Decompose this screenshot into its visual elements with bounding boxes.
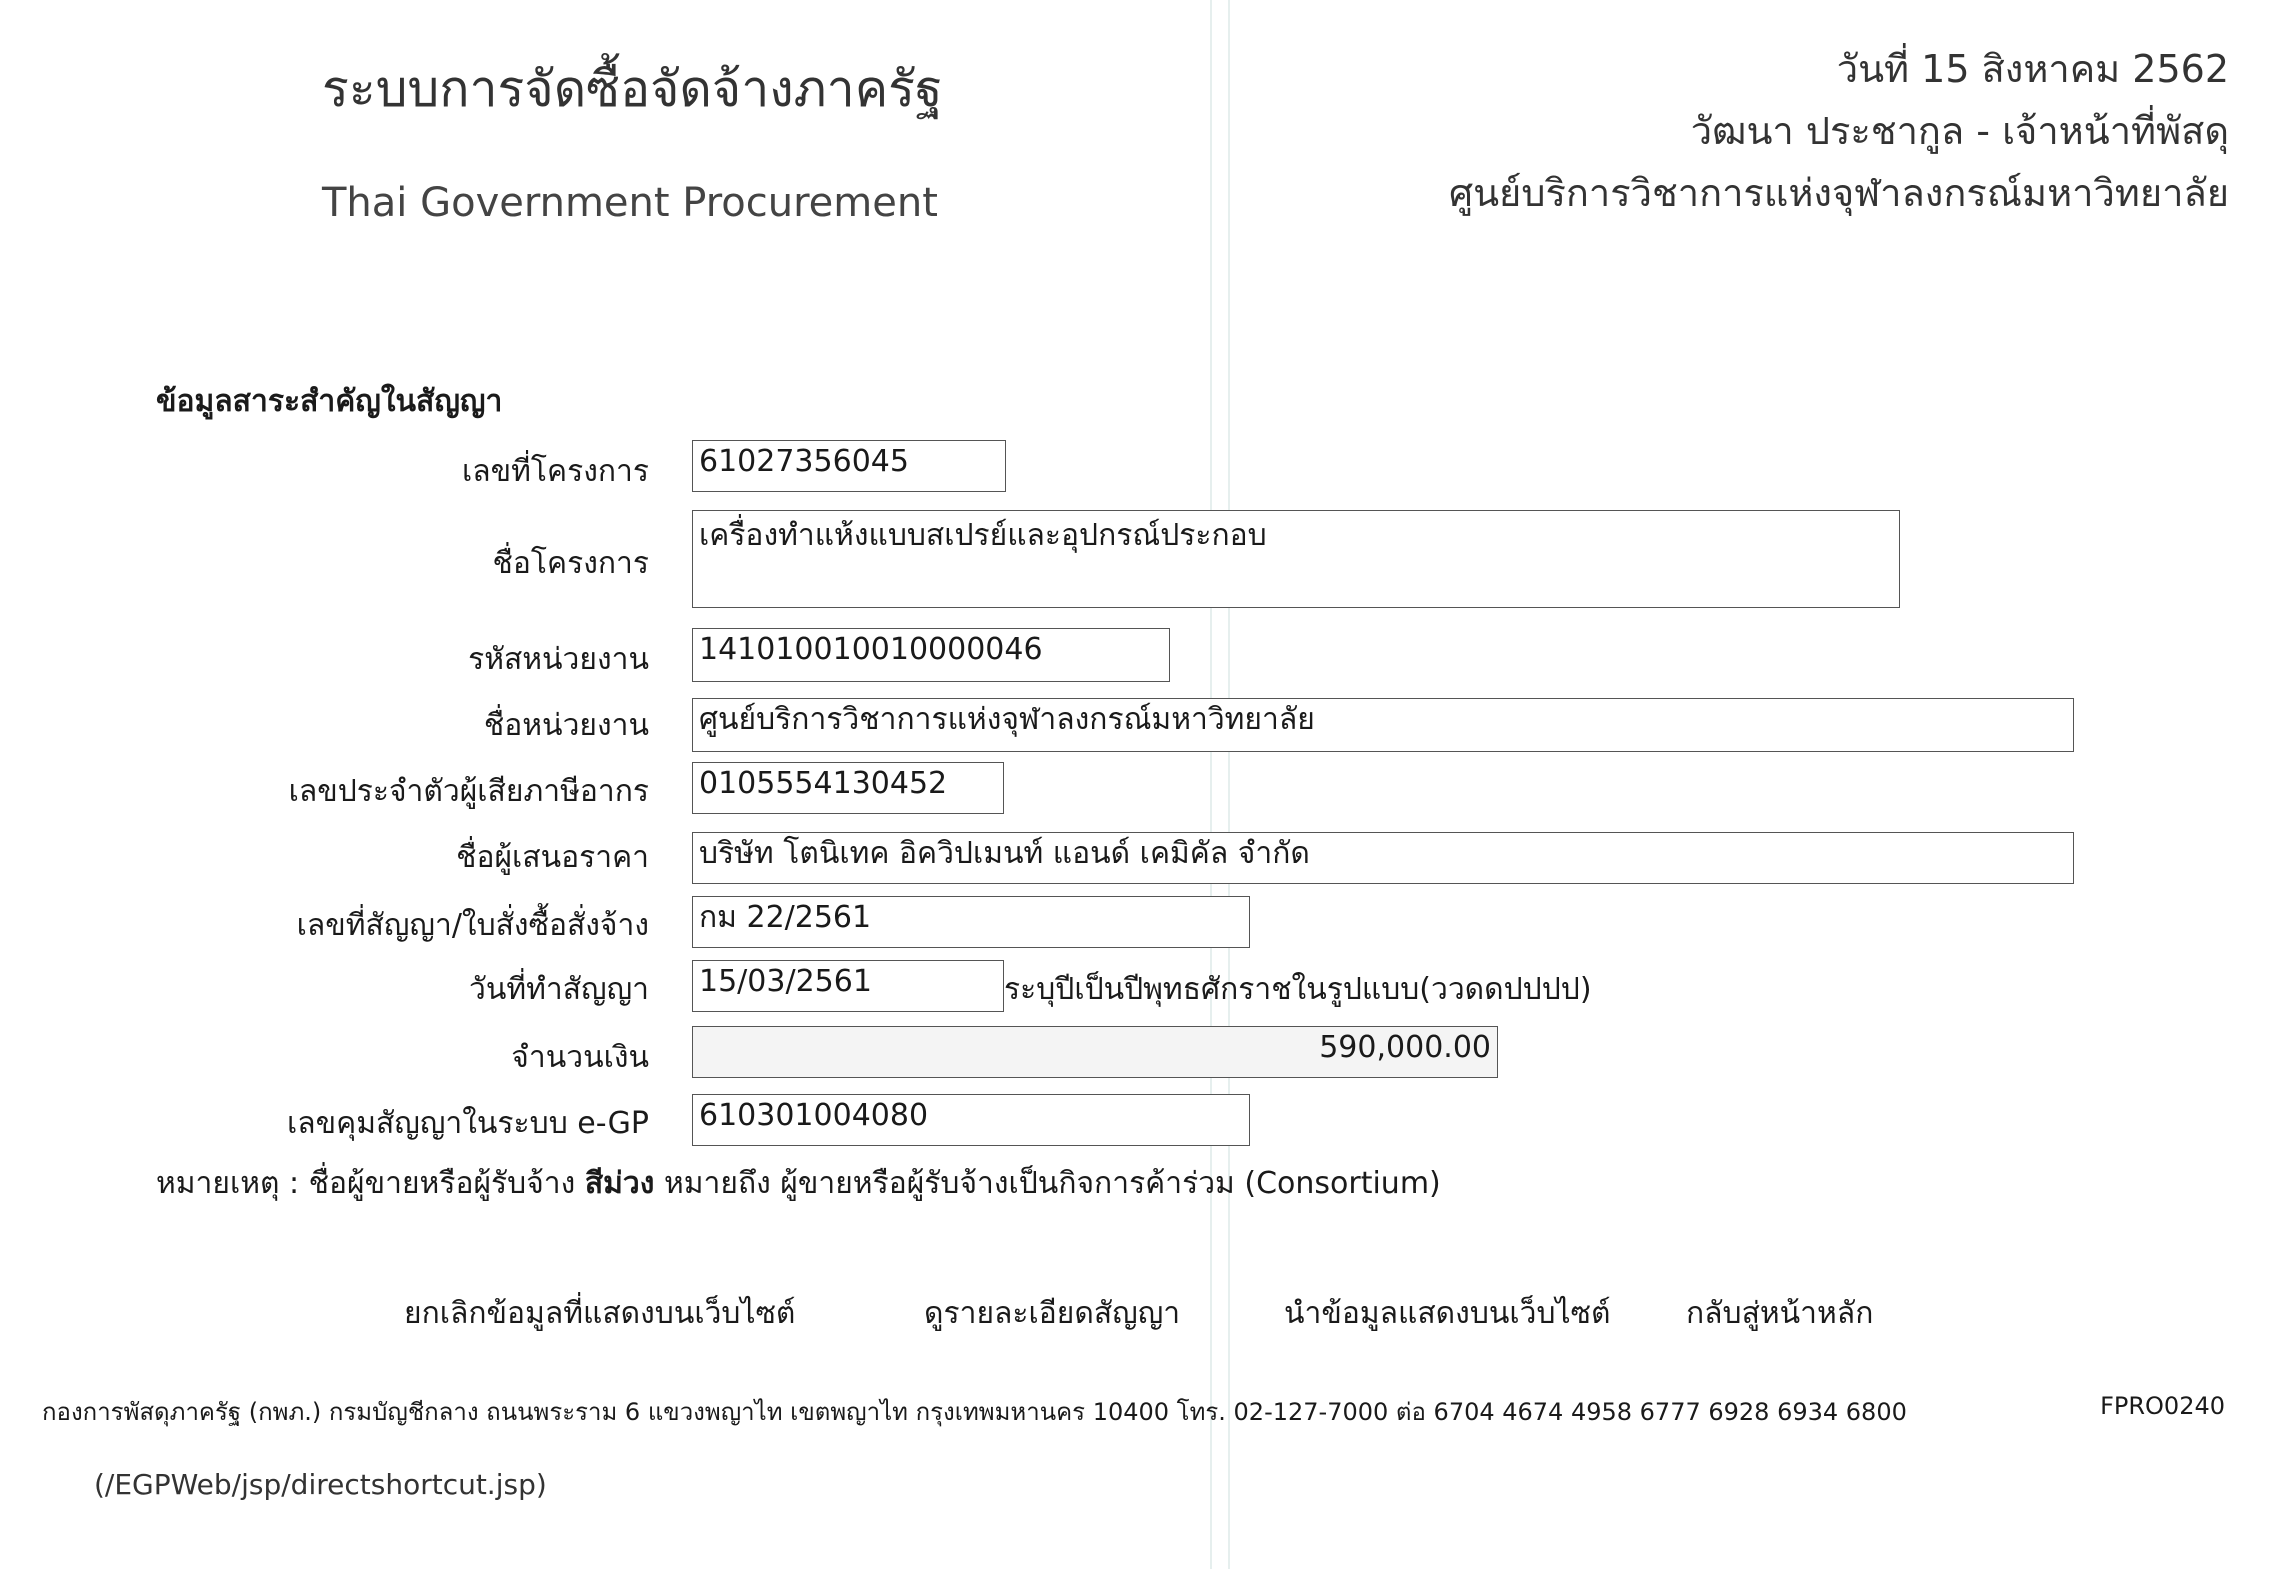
bidder-name-field[interactable]: บริษัท โตนิเทค อิควิปเมนท์ แอนด์ เคมิคัล จำกัด bbox=[692, 832, 2074, 884]
current-date: วันที่ 15 สิงหาคม 2562 bbox=[1836, 47, 2229, 91]
back-home-button[interactable]: กลับสู่หน้าหลัก bbox=[1686, 1296, 1874, 1331]
amount-field[interactable]: 590,000.00 bbox=[692, 1026, 1498, 1078]
contract-date-field[interactable]: 15/03/2561 bbox=[692, 960, 1004, 1012]
contract-no-label: เลขที่สัญญา/ใบสั่งซื้อสั่งจ้าง bbox=[296, 908, 649, 943]
project-no-field[interactable]: 61027356045 bbox=[692, 440, 1006, 492]
note-suffix: หมายถึง ผู้ขายหรือผู้รับจ้างเป็นกิจการค้าร่วม (Consortium) bbox=[663, 1166, 1441, 1201]
amount-label: จำนวนเงิน bbox=[511, 1040, 649, 1075]
scan-guide-line bbox=[1228, 0, 1230, 1569]
system-title-thai: ระบบการจัดซื้อจัดจ้างภาครัฐ bbox=[322, 60, 943, 118]
project-no-label: เลขที่โครงการ bbox=[462, 454, 649, 489]
user-organization: ศูนย์บริการวิชาการแห่งจุฬาลงกรณ์มหาวิทยาลัย bbox=[1448, 171, 2229, 215]
bidder-name-label: ชื่อผู้เสนอราคา bbox=[456, 840, 649, 875]
contract-date-format-hint: ระบุปีเป็นปีพุทธศักราชในรูปแบบ(ววดดปปปป) bbox=[1004, 972, 1592, 1007]
user-info-block bbox=[1449, 38, 2229, 224]
current-user: วัฒนา ประชากูล - เจ้าหน้าที่พัสดุ bbox=[1690, 109, 2229, 153]
contract-date-label: วันที่ทำสัญญา bbox=[468, 972, 649, 1007]
egp-control-no-field[interactable]: 610301004080 bbox=[692, 1094, 1250, 1146]
page-code: FPRO0240 bbox=[2100, 1392, 2225, 1420]
scan-guide-line bbox=[1210, 0, 1212, 1569]
cancel-display-button[interactable]: ยกเลิกข้อมูลที่แสดงบนเว็บไซต์ bbox=[404, 1296, 796, 1331]
page-path: (/EGPWeb/jsp/directshortcut.jsp) bbox=[94, 1468, 547, 1501]
note-emphasis: สีม่วง bbox=[584, 1166, 655, 1201]
agency-code-label: รหัสหน่วยงาน bbox=[468, 642, 649, 677]
tax-id-label: เลขประจำตัวผู้เสียภาษีอากร bbox=[288, 774, 649, 809]
consortium-note bbox=[156, 1160, 1441, 1207]
publish-button[interactable]: นำข้อมูลแสดงบนเว็บไซต์ bbox=[1284, 1296, 1611, 1331]
project-name-label: ชื่อโครงการ bbox=[492, 546, 649, 581]
egp-control-no-label: เลขคุมสัญญาในระบบ e-GP bbox=[287, 1106, 649, 1141]
agency-name-field[interactable]: ศูนย์บริการวิชาการแห่งจุฬาลงกรณ์มหาวิทยาลัย bbox=[692, 698, 2074, 752]
section-title: ข้อมูลสาระสำคัญในสัญญา bbox=[156, 384, 503, 419]
note-prefix: หมายเหตุ : ชื่อผู้ขายหรือผู้รับจ้าง bbox=[156, 1166, 576, 1201]
contract-no-field[interactable]: กม 22/2561 bbox=[692, 896, 1250, 948]
agency-name-label: ชื่อหน่วยงาน bbox=[483, 708, 649, 743]
view-contract-button[interactable]: ดูรายละเอียดสัญญา bbox=[924, 1296, 1181, 1331]
project-name-field[interactable]: เครื่องทำแห้งแบบสเปรย์และอุปกรณ์ประกอบ bbox=[692, 510, 1900, 608]
agency-code-field[interactable]: 141010010010000046 bbox=[692, 628, 1170, 682]
tax-id-field[interactable]: 0105554130452 bbox=[692, 762, 1004, 814]
system-title-english: Thai Government Procurement bbox=[322, 180, 938, 226]
system-title-block bbox=[322, 52, 943, 228]
footer-address: กองการพัสดุภาครัฐ (กพภ.) กรมบัญชีกลาง ถนนพระราม 6 แขวงพญาไท เขตพญาไท กรุงเทพมหานคร 10400 โทร. 02-127-7000 ต่อ 6704 4674 4958 6777 6928 6934 6800 bbox=[42, 1398, 1907, 1426]
